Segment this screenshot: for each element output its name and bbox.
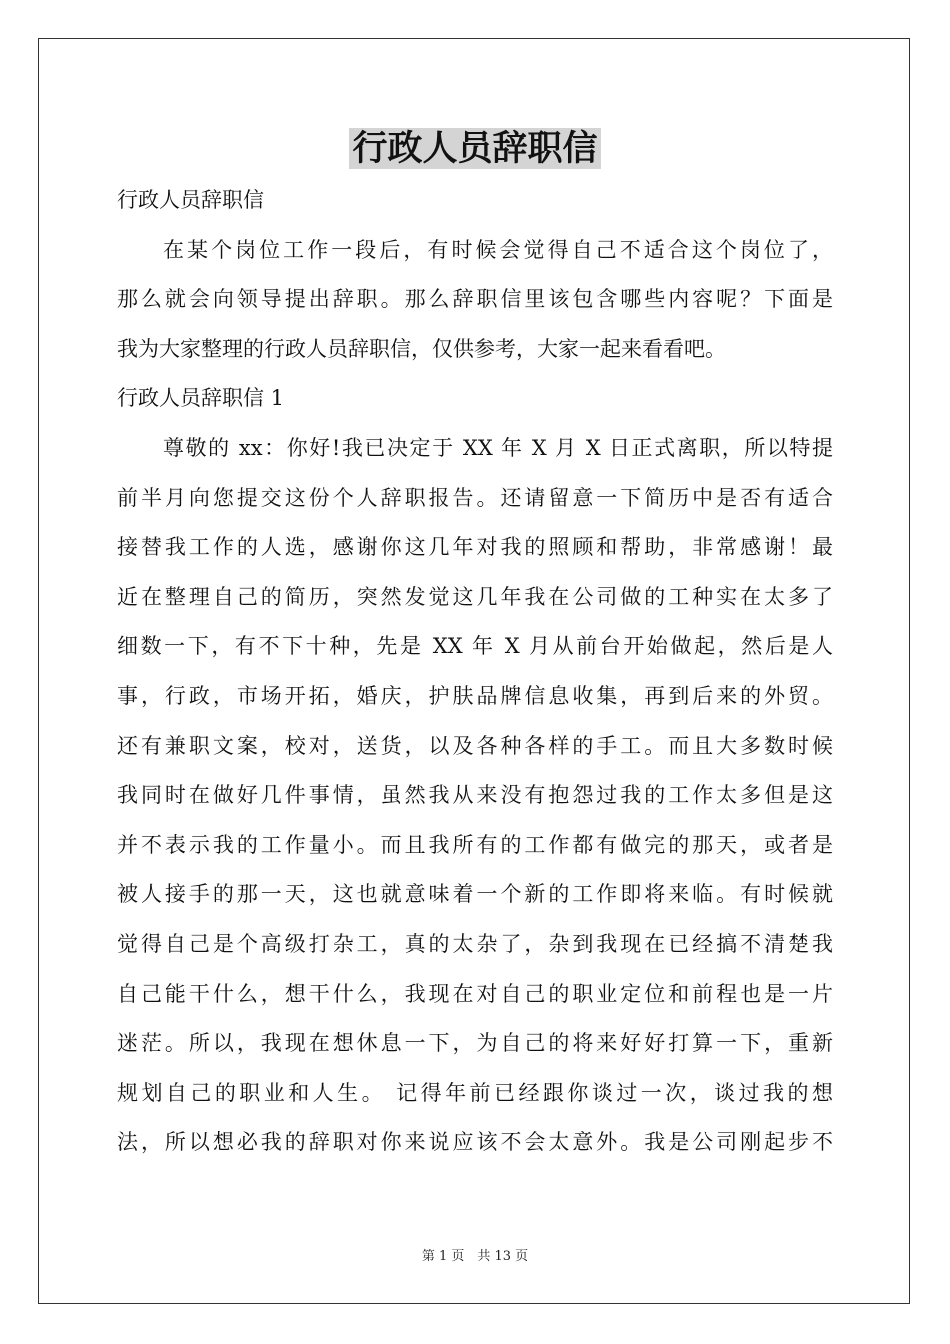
text-line-9: 细数一下，有不下十种，先是 XX 年 X 月从前台开始做起，然后是人 [117,634,833,659]
text-line-15: 觉得自己是个高级打杂工，真的太杂了，杂到我现在已经搞不清楚我 [117,931,833,956]
text-line-19: 法，所以想必我的辞职对你来说应该不会太意外。我是公司刚起步不 [117,1130,833,1155]
text-line-6: 前半月向您提交这份个人辞职报告。还请留意一下简历中是否有适合 [117,485,833,510]
text-line-16: 自己能干什么，想干什么，我现在对自己的职业定位和前程也是一片 [117,981,833,1006]
text-line-10: 事，行政，市场开拓，婚庆，护肤品牌信息收集，再到后来的外贸。 [117,683,833,708]
text-line-11: 还有兼职文案，校对，送货，以及各种各样的手工。而且大多数时候 [117,733,833,758]
document-title [0,126,950,172]
page-number-footer: 第 1 页 共 13 页 [421,1249,529,1264]
text-line-7: 接替我工作的人选，感谢你这几年对我的照顾和帮助，非常感谢！最 [117,535,833,560]
text-line-0: 行政人员辞职信 [117,188,264,212]
text-line-4: 行政人员辞职信 1 [117,386,285,411]
text-line-18: 规划自己的职业和人生。 记得年前已经跟你谈过一次，谈过我的想 [117,1080,833,1105]
document-title-text: 行政人员辞职信 [349,128,600,169]
text-line-2: 那么就会向领导提出辞职。那么辞职信里该包含哪些内容呢？下面是 [117,287,833,312]
document-body [117,182,833,1174]
text-line-1: 在某个岗位工作一段后，有时候会觉得自己不适合这个岗位了， [163,237,833,262]
text-line-14: 被人接手的那一天，这也就意味着一个新的工作即将来临。有时候就 [117,882,833,907]
text-line-5: 尊敬的 xx：你好!我已决定于 XX 年 X 月 X 日正式离职，所以特提 [163,435,833,460]
text-line-13: 并不表示我的工作量小。而且我所有的工作都有做完的那天，或者是 [117,832,833,857]
text-line-17: 迷茫。所以，我现在想休息一下，为自己的将来好好打算一下，重新 [117,1031,833,1056]
text-line-8: 近在整理自己的简历，突然发觉这几年我在公司做的工种实在太多了 [117,584,833,609]
text-line-3: 我为大家整理的行政人员辞职信，仅供参考，大家一起来看看吧。 [117,336,726,361]
text-line-12: 我同时在做好几件事情，虽然我从来没有抱怨过我的工作太多但是这 [117,783,833,808]
